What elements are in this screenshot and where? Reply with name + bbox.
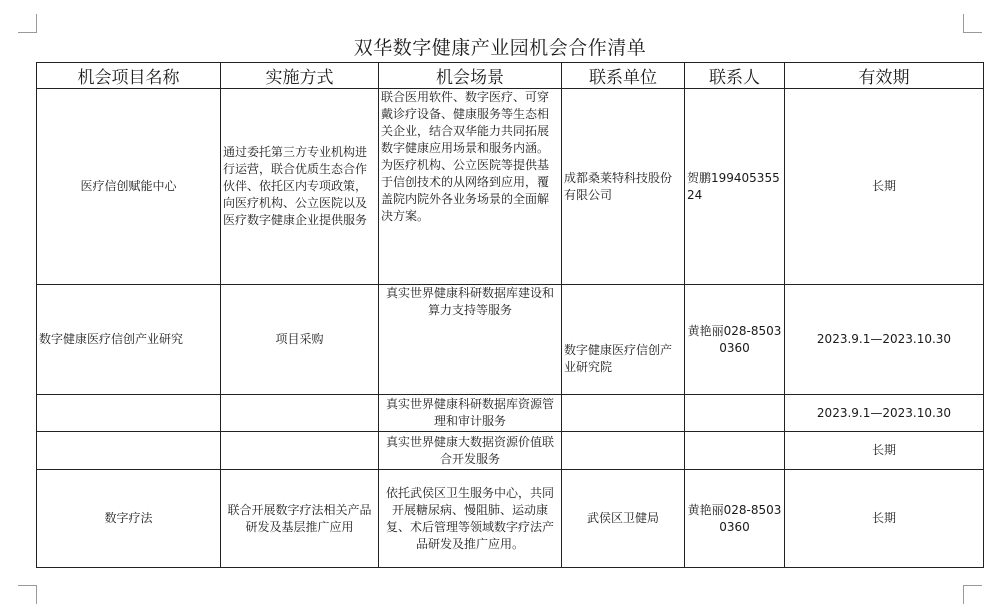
header-method: 实施方式 (221, 63, 379, 89)
cell-validity: 2023.9.1—2023.10.30 (785, 285, 984, 395)
cell-scene: 真实世界健康大数据资源价值联合开发服务 (379, 432, 562, 470)
cell-scene: 真实世界健康科研数据库资源管理和审计服务 (379, 395, 562, 432)
table-row (37, 285, 984, 395)
cell-unit: 武侯区卫健局 (562, 470, 685, 568)
cell-scene: 联合医用软件、数字医疗、可穿戴诊疗设备、健康服务等生态相关企业，结合双华能力共同拓展数字健康应用场景和服务内涵。为医疗机构、公立医院等提供基于信创技术的从网络到应用，覆盖院内院外各业务场景的全面解决方案。 (379, 89, 562, 285)
cell-contact: 黄艳丽028-85030360 (685, 285, 785, 395)
cell-project-name (37, 432, 221, 470)
cell-method: 联合开展数字疗法相关产品研发及基层推广应用 (221, 470, 379, 568)
cell-unit: 数字健康医疗信创产业研究院 (562, 285, 685, 395)
cell-project-name: 数字健康医疗信创产业研究 (37, 285, 221, 395)
cell-method: 项目采购 (221, 285, 379, 395)
cell-unit (562, 395, 685, 432)
table-row (37, 89, 984, 285)
page-corner-mark (18, 14, 37, 33)
table-row (37, 395, 984, 432)
table-header-row (37, 63, 984, 89)
cell-method: 通过委托第三方专业机构进行运营，联合优质生态合作伙伴、依托区内专项政策，向医疗机构、公立医院以及医疗数字健康企业提供服务 (221, 89, 379, 285)
cell-contact: 贺鹏19940535524 (685, 89, 785, 285)
cell-validity: 长期 (785, 432, 984, 470)
cell-validity: 2023.9.1—2023.10.30 (785, 395, 984, 432)
page-corner-mark (963, 14, 982, 33)
cell-method (221, 395, 379, 432)
cell-contact (685, 432, 785, 470)
page-corner-mark (963, 585, 982, 604)
cell-project-name: 医疗信创赋能中心 (37, 89, 221, 285)
header-unit: 联系单位 (562, 63, 685, 89)
document-title: 双华数字健康产业园机会合作清单 (353, 37, 647, 59)
cell-contact: 黄艳丽028-85030360 (685, 470, 785, 568)
cell-unit: 成都桑莱特科技股份有限公司 (562, 89, 685, 285)
cell-validity: 长期 (785, 470, 984, 568)
page-corner-mark (18, 585, 37, 604)
cell-validity: 长期 (785, 89, 984, 285)
header-validity: 有效期 (785, 63, 984, 89)
table-row (37, 470, 984, 568)
cell-scene: 依托武侯区卫生服务中心，共同开展糖尿病、慢阻肺、运动康复、术后管理等领域数字疗法产品研发及推广应用。 (379, 470, 562, 568)
header-scene: 机会场景 (379, 63, 562, 89)
cell-contact (685, 395, 785, 432)
cell-method (221, 432, 379, 470)
header-contact: 联系人 (685, 63, 785, 89)
table-row (37, 432, 984, 470)
opportunity-table (36, 62, 984, 568)
cell-scene: 真实世界健康科研数据库建设和算力支持等服务 (379, 285, 562, 395)
header-project-name: 机会项目名称 (37, 63, 221, 89)
cell-project-name: 数字疗法 (37, 470, 221, 568)
cell-project-name (37, 395, 221, 432)
cell-unit (562, 432, 685, 470)
